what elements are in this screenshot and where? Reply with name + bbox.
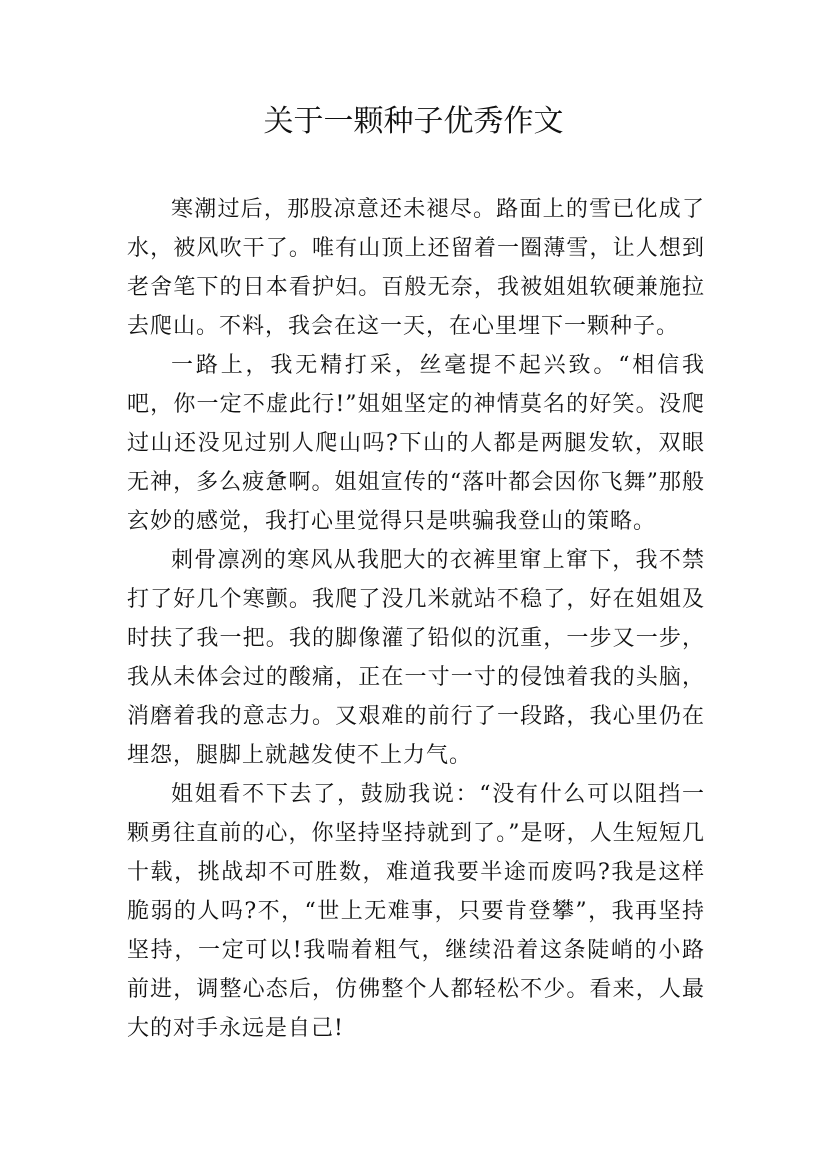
document-body <box>127 190 705 1048</box>
paragraph-4: 姐姐看不下去了，鼓励我说：“没有什么可以阻挡一颗勇往直前的心，你坚持坚持就到了。”是呀，人生短短几十载，挑战却不可胜数，难道我要半途而废吗?我是这样脆弱的人吗?不，“世上无难事，只要肯登攀”，我再坚持坚持，一定可以!我喘着粗气，继续沿着这条陡峭的小路前进，调整心态后，仿佛整个人都轻松不少。看来，人最大的对手永远是自己! <box>127 782 705 1041</box>
document-title: 关于一颗种子优秀作文 <box>263 104 564 139</box>
paragraph-1: 寒潮过后，那股凉意还未褪尽。路面上的雪已化成了水，被风吹干了。唯有山顶上还留着一圈薄雪，让人想到老舍笔下的日本看护妇。百般无奈，我被姐姐软硬兼施拉去爬山。不料，我会在这一天，在心里埋下一颗种子。 <box>127 197 705 339</box>
paragraph-3: 刺骨凛冽的寒风从我肥大的衣裤里窜上窜下，我不禁打了好几个寒颤。我爬了没几米就站不稳了，好在姐姐及时扶了我一把。我的脚像灌了铅似的沉重，一步又一步，我从未体会过的酸痛，正在一寸一寸的侵蚀着我的头脑，消磨着我的意志力。又艰难的前行了一段路，我心里仍在埋怨，腿脚上就越发使不上力气。 <box>127 548 705 768</box>
paragraph-2: 一路上，我无精打采，丝毫提不起兴致。“相信我吧，你一定不虚此行!”姐姐坚定的神情莫名的好笑。没爬过山还没见过别人爬山吗?下山的人都是两腿发软，双眼无神，多么疲惫啊。姐姐宣传的“落叶都会因你飞舞”那般玄妙的感觉，我打心里觉得只是哄骗我登山的策略。 <box>127 353 705 534</box>
